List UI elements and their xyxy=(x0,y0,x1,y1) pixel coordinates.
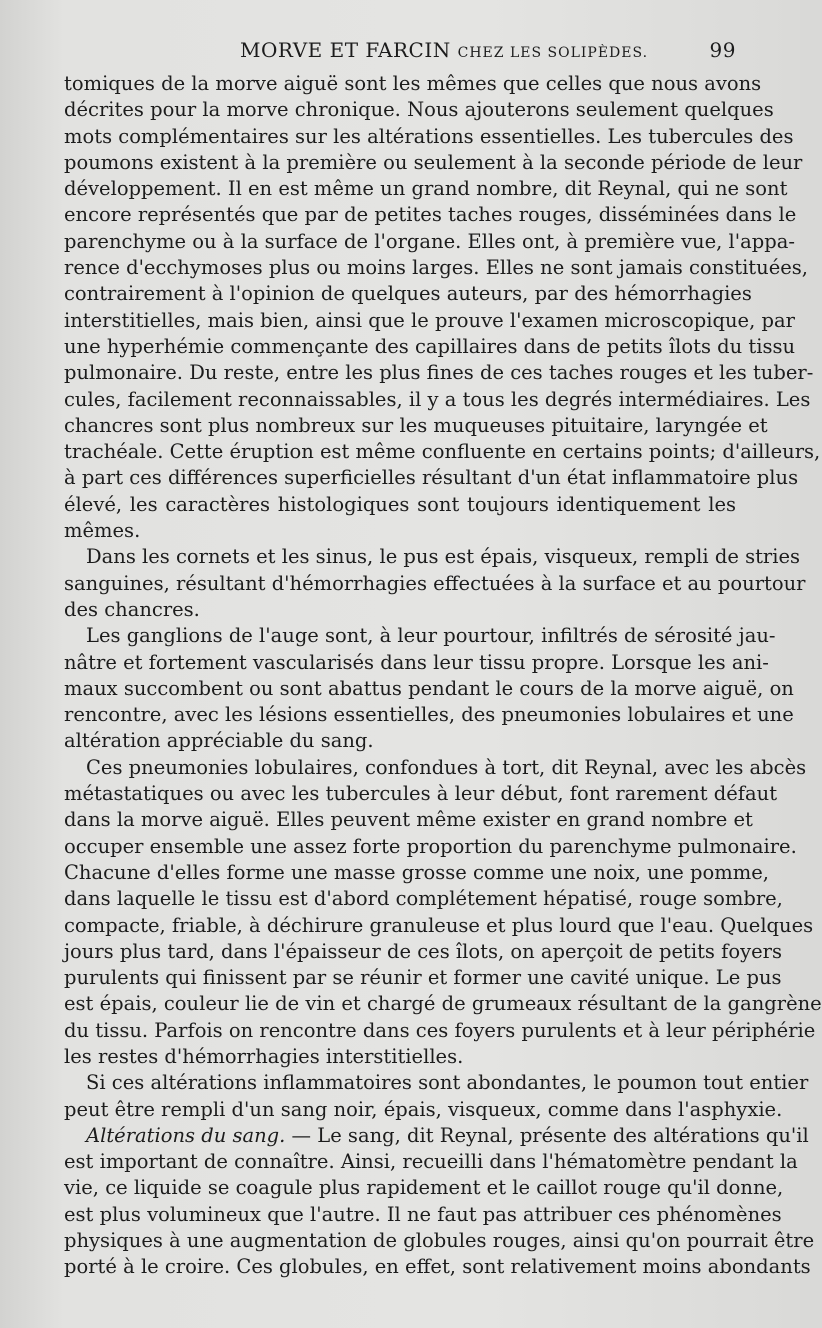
running-title-small: CHEZ LES SOLIPÈDES. xyxy=(457,45,649,61)
text-line: Chacune d'elles forme une masse grosse comme une noix, une pomme, xyxy=(64,860,769,884)
text-line: dans laquelle le tissu est d'abord complétement hépatisé, rouge sombre, xyxy=(64,887,783,911)
text-line: est plus volumineux que l'autre. Il ne faut pas attribuer ces phénomènes xyxy=(64,1202,782,1226)
text-line: décrites pour la morve chronique. Nous ajouterons seulement quelques xyxy=(64,98,774,122)
text-line: trachéale. Cette éruption est même confluente en certains points; d'ailleurs, xyxy=(64,440,821,464)
text-line: altération appréciable du sang. xyxy=(64,729,374,753)
text-line: les restes d'hémorrhagies interstitielles. xyxy=(64,1044,464,1068)
text-line: jours plus tard, dans l'épaisseur de ces îlots, on aperçoit de petits foyers xyxy=(64,939,782,963)
text-line: compacte, friable, à déchirure granuleuse et plus lourd que l'eau. Quelques xyxy=(64,913,814,937)
running-title-main: MORVE ET FARCIN xyxy=(240,38,451,62)
paragraph-start xyxy=(64,1123,809,1149)
text-line: dans la morve aiguë. Elles peuvent même exister en grand nombre et xyxy=(64,808,753,832)
text-line: pulmonaire. Du reste, entre les plus fines de ces taches rouges et les tuber- xyxy=(64,361,814,385)
text-line: cules, facilement reconnaissables, il y a tous les degrés intermédiaires. Les xyxy=(64,387,811,411)
text-line: à part ces différences superficielles résultant d'un état inflammatoire plus xyxy=(64,466,799,490)
text-run: — Le sang, dit Reynal, présente des altérations qu'il xyxy=(291,1123,809,1147)
text-line: est épais, couleur lie de vin et chargé de grumeaux résultant de la gangrène xyxy=(64,992,822,1016)
text-line: physiques à une augmentation de globules rouges, ainsi qu'on pourrait être xyxy=(64,1229,815,1253)
text-line: porté à le croire. Ces globules, en effet, sont relativement moins abondants xyxy=(64,1255,811,1279)
text-line: une hyperhémie commençante des capillaires dans de petits îlots du tissu xyxy=(64,334,796,358)
text-line: rencontre, avec les lésions essentielles, des pneumonies lobulaires et une xyxy=(64,703,794,727)
running-title xyxy=(240,38,648,62)
text-line: élevé, les caractères histologiques sont toujours identiquement les xyxy=(64,492,736,516)
text-line: encore représentés que par de petites taches rouges, disséminées dans le xyxy=(64,203,797,227)
text-line: parenchyme ou à la surface de l'organe. Elles ont, à première vue, l'appa- xyxy=(64,229,795,253)
text-line xyxy=(64,1281,736,1307)
paragraph-start: Ces pneumonies lobulaires, confondues à tort, dit Reynal, avec les abcès xyxy=(86,755,807,779)
text-line: du tissu. Parfois on rencontre dans ces foyers purulents et à leur périphérie xyxy=(64,1018,816,1042)
text-line: mots complémentaires sur les altérations essentielles. Les tubercules des xyxy=(64,124,794,148)
text-line: maux succombent ou sont abattus pendant le cours de la morve aiguë, on xyxy=(64,676,794,700)
text-line: peut être rempli d'un sang noir, épais, visqueux, comme dans l'asphyxie. xyxy=(64,1097,783,1121)
text-line: chancres sont plus nombreux sur les muqueuses pituitaire, laryngée et xyxy=(64,413,768,437)
text-line: tomiques de la morve aiguë sont les mêmes que celles que nous avons xyxy=(64,72,762,95)
text-line: sanguines, résultant d'hémorrhagies effectuées à la surface et au pourtour xyxy=(64,571,806,595)
paragraph-start: Si ces altérations inflammatoires sont abondantes, le poumon tout entier xyxy=(86,1071,809,1095)
text-line: interstitielles, mais bien, ainsi que le prouve l'examen microscopique, par xyxy=(64,308,795,332)
text-line: purulents qui finissent par se réunir et former une cavité unique. Le pus xyxy=(64,966,782,990)
text-line: contrairement à l'opinion de quelques auteurs, par des hémorrhagies xyxy=(64,282,752,306)
text-line: occuper ensemble une assez forte proportion du parenchyme pulmonaire. xyxy=(64,834,797,858)
text-line: des chancres. xyxy=(64,597,200,621)
section-heading-italic: Altérations du sang. xyxy=(86,1123,286,1147)
text-line: rence d'ecchymoses plus ou moins larges. Elles ne sont jamais constituées, xyxy=(64,256,808,280)
page-body xyxy=(64,71,822,1307)
text-line: nâtre et fortement vascularisés dans leur tissu propre. Lorsque les ani- xyxy=(64,650,769,674)
text-line: poumons existent à la première ou seulement à la seconde période de leur xyxy=(64,150,803,174)
paragraph-start: Dans les cornets et les sinus, le pus est épais, visqueux, rempli de stries xyxy=(86,545,801,569)
text-line: métastatiques ou avec les tubercules à leur début, font rarement défaut xyxy=(64,782,778,806)
text-line: vie, ce liquide se coagule plus rapidement et le caillot rouge qu'il donne, xyxy=(64,1176,784,1200)
text-line: est important de connaître. Ainsi, recueilli dans l'hématomètre pendant la xyxy=(64,1150,798,1174)
text-line: mêmes. xyxy=(64,519,141,543)
paragraph-start: Les ganglions de l'auge sont, à leur pourtour, infiltrés de sérosité jau- xyxy=(86,624,776,648)
text-line: développement. Il en est même un grand nombre, dit Reynal, qui ne sont xyxy=(64,177,788,201)
running-header xyxy=(64,38,736,64)
page-number: 99 xyxy=(709,38,736,62)
